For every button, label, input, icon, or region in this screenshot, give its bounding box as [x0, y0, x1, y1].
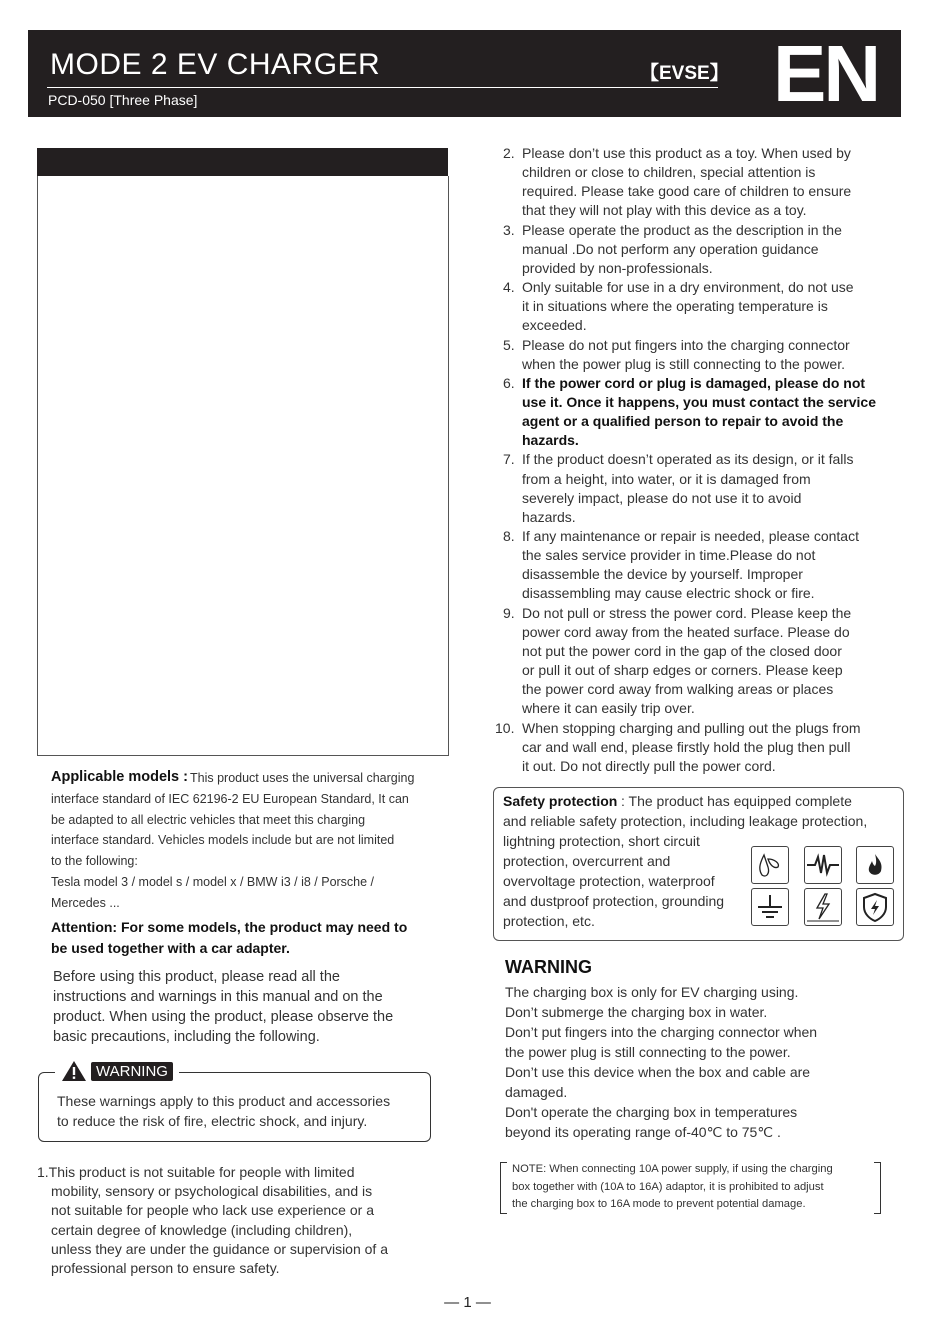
item-number: 2. [503, 145, 515, 161]
precaution-item-2: that they will not play with this device as a toy. [522, 202, 807, 219]
precaution-item-7: severely impact, please do not use it to avoid [522, 489, 802, 506]
precaution-item-9: the power cord away from walking areas or places [522, 681, 834, 698]
precaution-item-7: from a height, into water, or it is damaged from [522, 470, 811, 487]
precaution-item-1: unless they are under the guidance or supervision of a [51, 1240, 388, 1257]
precaution-item-7: hazards. [522, 508, 576, 525]
warning-text: to reduce the risk of fire, electric shock, and injury. [57, 1113, 368, 1129]
document-title: MODE 2 EV CHARGER [50, 48, 381, 81]
safety-protection-heading: Safety protection [503, 793, 618, 809]
model-subtitle [48, 92, 197, 108]
warning-list-line: damaged. [505, 1084, 568, 1100]
precaution-item-10: When stopping charging and pulling out the plugs from [522, 719, 861, 736]
item-number: 5. [503, 336, 515, 353]
precaution-item-3: provided by non-professionals. [522, 259, 713, 276]
precaution-item-4: Only suitable for use in a dry environment, do not use [522, 279, 854, 296]
note-text: NOTE: When connecting 10A power supply, if using the charging [512, 1163, 833, 1175]
warning-label [55, 1060, 179, 1082]
precaution-item-9: where it can easily trip over. [522, 700, 695, 717]
item-number: 10. [495, 719, 515, 736]
precaution-item-9: not put the power cord in the gap of the closed door [522, 642, 842, 659]
precaution-item-1: certain degree of knowledge (including children), [51, 1221, 353, 1238]
precaution-item-6: use it. Once it happens, you must contact the service [522, 393, 876, 410]
warning-text: These warnings apply to this product and accessories [57, 1093, 391, 1109]
model-number: PCD-050 [48, 92, 106, 108]
precaution-item-7: If the product doesn’t operated as its design, or it falls [522, 451, 854, 468]
safety-protection-text: protection, etc. [503, 913, 595, 929]
image-title-bar [37, 148, 448, 176]
warning-list-line: Don't operate the charging box in temperatures [505, 1104, 798, 1120]
warning-list-line: Don’t put fingers into the charging connector when [505, 1024, 818, 1040]
item-number: 8. [503, 528, 515, 544]
note-bracket-right [874, 1162, 881, 1214]
item-number: 6. [503, 374, 515, 391]
warning-list-line: Don’t submerge the charging box in water. [505, 1004, 768, 1020]
precaution-item-8: the sales service provider in time.Please do not [522, 547, 816, 564]
intro-text: Before using this product, please read all the [53, 969, 340, 985]
item-number: 3. [503, 221, 515, 238]
applicable-models-text: Mercedes ... [51, 895, 120, 910]
header-divider [47, 87, 718, 88]
precaution-item-10: it out. Do not directly pull the power cord. [522, 757, 776, 774]
precaution-item-5: when the power plug is still connecting to the power. [522, 355, 845, 372]
precaution-item-2: children or close to children, special attention is [522, 164, 816, 181]
precaution-item-3: manual .Do not perform any operation guidance [522, 240, 819, 257]
precaution-item-6: hazards. [522, 432, 579, 449]
note-text: box together with (10A to 16A) adaptor, it is prohibited to adjust [512, 1180, 824, 1193]
precaution-item-6: agent or a qualified person to repair to avoid the [522, 413, 844, 430]
safety-protection-text: and reliable safety protection, including leakage protection, [503, 813, 868, 829]
precaution-item-2: Please don’t use this product as a toy. When used by [522, 145, 851, 161]
safety-protection-text: overvoltage protection, waterproof [503, 873, 715, 889]
precaution-item-6: If the power cord or plug is damaged, please do not [522, 374, 866, 391]
lightning-icon [804, 888, 842, 926]
safety-protection-text: lightning protection, short circuit [503, 833, 700, 849]
precaution-item-8: disassemble the device by yourself. Improper [522, 566, 803, 583]
product-image-area [37, 176, 449, 756]
applicable-models-text: to the following: [51, 854, 138, 869]
attention-text: be used together with a car adapter. [51, 940, 290, 956]
water-drop-icon [751, 846, 789, 884]
precaution-item-8: If any maintenance or repair is needed, please contact [522, 528, 859, 544]
item-number: 7. [503, 451, 515, 468]
safety-protection-text: protection, overcurrent and [503, 853, 671, 869]
note-text: the charging box to 16A mode to prevent potential damage. [512, 1198, 806, 1210]
fire-icon [856, 846, 894, 884]
precaution-item-1: mobility, sensory or psychological disabilities, and is [51, 1183, 373, 1200]
warning-list-line: the power plug is still connecting to the power. [505, 1044, 791, 1060]
applicable-models-text: This product uses the universal charging [190, 771, 415, 785]
precaution-item-1: professional person to ensure safety. [51, 1260, 280, 1276]
header-banner [28, 30, 901, 117]
precaution-item-10: car and wall end, please firstly hold the plug then pull [522, 738, 851, 755]
warning-list-line: Don’t use this device when the box and cable are [505, 1064, 811, 1080]
applicable-models-text: interface standard. Vehicles models include but are not limited [51, 833, 395, 848]
precaution-item-5: Please do not put fingers into the charging connector [522, 336, 850, 353]
ground-icon [751, 888, 789, 926]
precaution-item-4: exceeded. [522, 317, 587, 334]
safety-protection-text: : The product has equipped complete [621, 793, 852, 809]
item-number: 9. [503, 604, 515, 621]
precaution-item-9: power cord away from the heated surface. Please do [522, 623, 850, 640]
applicable-models-text: Tesla model 3 / model s / model x / BMW i3 / i8 / Porsche / [51, 875, 375, 889]
attention-text: Attention: For some models, the product may need to [51, 919, 408, 935]
warning-list-line: The charging box is only for EV charging using. [505, 984, 799, 1000]
evse-tag: 【EVSE】 [640, 63, 729, 84]
phase-label: [Three Phase] [109, 92, 198, 108]
shield-bolt-icon [856, 888, 894, 926]
warning-triangle-icon [61, 1060, 87, 1082]
intro-text: instructions and warnings in this manual and on the [53, 989, 383, 1005]
safety-protection-text: and dustproof protection, grounding [503, 893, 725, 909]
warning-heading: WARNING [505, 957, 592, 977]
note-bracket-left [500, 1162, 507, 1214]
warning-list-line: beyond its operating range of-40℃ to 75℃ . [505, 1124, 781, 1140]
precaution-item-9: or pull it out of sharp edges or corners. Please keep [522, 662, 843, 679]
precaution-item-3: Please operate the product as the description in the [522, 221, 842, 238]
precaution-item-4: it in situations where the operating temperature is [522, 298, 828, 315]
intro-text: product. When using the product, please observe the [53, 1009, 394, 1025]
applicable-models-text: interface standard of IEC 62196-2 EU European Standard, It can [51, 791, 409, 806]
applicable-models-heading: Applicable models : [51, 769, 188, 785]
precaution-item-8: disassembling may cause electric shock or fire. [522, 585, 815, 602]
page-number: — 1 — [444, 1294, 491, 1311]
pulse-icon [804, 846, 842, 884]
language-badge: EN [773, 29, 879, 118]
precaution-item-1: not suitable for people who lack use experience or a [51, 1202, 374, 1219]
intro-text: basic precautions, including the following. [53, 1029, 320, 1045]
precaution-item-2: required. Please take good care of children to ensure [522, 183, 852, 200]
warning-tag: WARNING [91, 1062, 173, 1081]
item-number: 4. [503, 279, 515, 296]
precaution-item-1: 1.This product is not suitable for people with limited [37, 1164, 355, 1180]
applicable-models-text: be adapted to all electric vehicles that meet this charging [51, 812, 366, 827]
precaution-item-9: Do not pull or stress the power cord. Please keep the [522, 604, 852, 621]
